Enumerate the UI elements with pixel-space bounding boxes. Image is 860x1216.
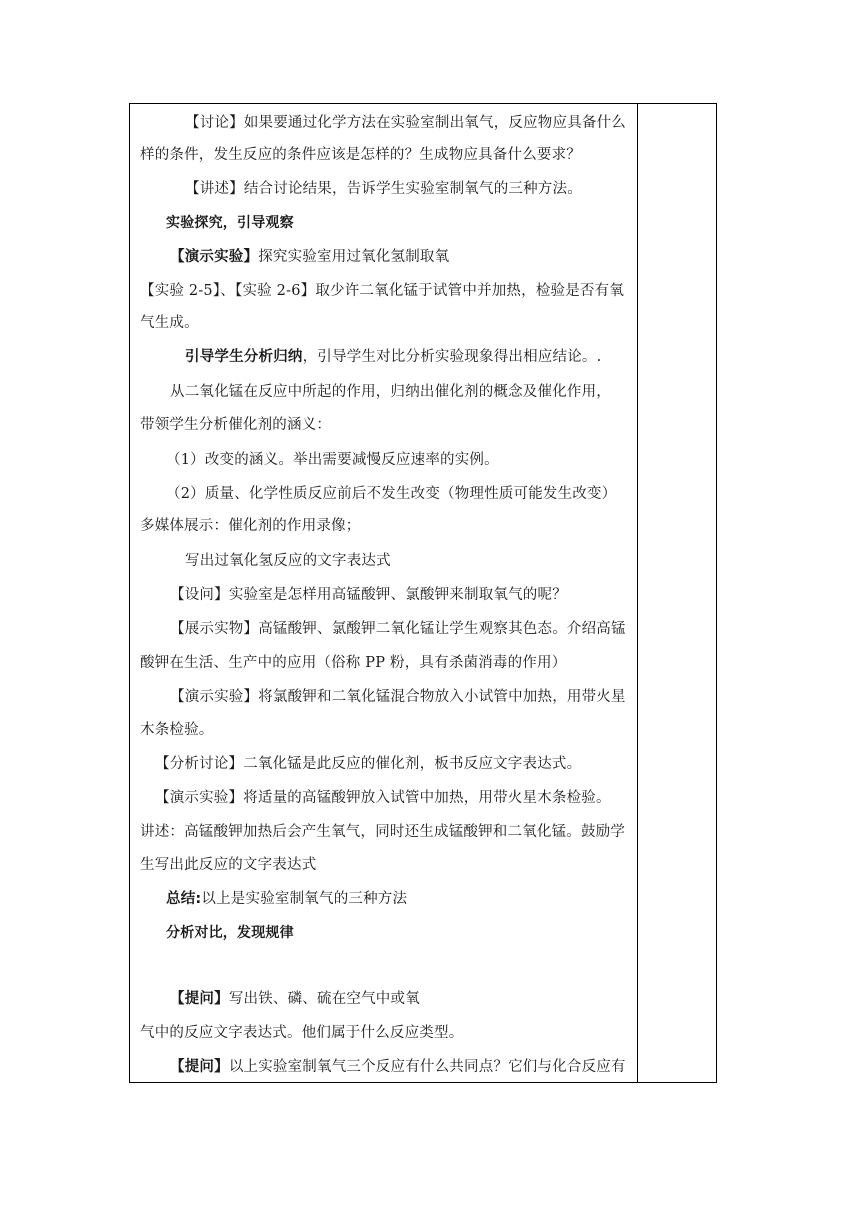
text-line: 【提问】写出铁、磷、硫在空气中或氧: [170, 991, 420, 1007]
text-line: 带领学生分析催化剂的涵义：: [140, 417, 332, 433]
text-line: 【演示实验】探究实验室用过氧化氢制取氧: [170, 249, 450, 265]
section-heading: 实验探究，引导观察: [166, 215, 294, 231]
text-line: （1）改变的涵义。举出需要减慢反应速率的实例。: [166, 452, 499, 468]
text-line: 酸钾在生活、生产中的应用（俗称 PP 粉，具有杀菌消毒的作用）: [140, 655, 567, 671]
text-line: 【分析讨论】二氧化锰是此反应的催化剂，板书反应文字表达式。: [155, 756, 582, 772]
text-line: 气中的反应文字表达式。他们属于什么反应类型。: [140, 1025, 464, 1041]
text-line: 写出过氧化氢反应的文字表达式: [185, 553, 391, 569]
text-line: 【设问】实验室是怎样用高锰酸钾、氯酸钾来制取氧气的呢？: [170, 587, 567, 603]
text-line: 【讲述】结合讨论结果，告诉学生实验室制氧气的三种方法。: [185, 181, 582, 197]
text-line: 讲述：高锰酸钾加热后会产生氧气，同时还生成锰酸钾和二氧化锰。鼓励学: [140, 824, 626, 840]
table-column-divider: [637, 103, 638, 1083]
text-line: 引导学生分析归纳，引导学生对比分析实验现象得出相应结论。.: [185, 349, 602, 365]
text-line: 【演示实验】将氯酸钾和二氧化锰混合物放入小试管中加热，用带火星: [170, 689, 626, 705]
section-heading: 分析对比，发现规律: [166, 925, 294, 941]
text-line: （2）质量、化学性质反应前后不发生改变（物理性质可能发生改变）: [166, 486, 617, 502]
text-line: 【演示实验】将适量的高锰酸钾放入试管中加热，用带火星木条检验。: [155, 790, 611, 806]
text-line: 【讨论】如果要通过化学方法在实验室制出氧气，反应物应具备什么: [185, 115, 627, 131]
text-line: 【实验 2-5】、【实验 2-6】取少许二氧化锰于试管中并加热，检验是否有氧: [140, 283, 625, 299]
text-line: 从二氧化锰在反应中所起的作用，归纳出催化剂的概念及催化作用，: [170, 384, 611, 400]
text-line: 总结:以上是实验室制氧气的三种方法: [166, 891, 408, 907]
text-line: 样的条件，发生反应的条件应该是怎样的？生成物应具备什么要求？: [140, 147, 581, 163]
text-line: 气生成。: [140, 315, 199, 331]
text-line: 【展示实物】高锰酸钾、氯酸钾二氧化锰让学生观察其色态。介绍高锰: [170, 621, 626, 637]
text-line: 木条检验。: [140, 722, 214, 738]
text-line: 多媒体展示：催化剂的作用录像；: [140, 518, 361, 534]
text-line: 【提问】以上实验室制氧气三个反应有什么共同点？它们与化合反应有: [170, 1059, 626, 1075]
text-line: 生写出此反应的文字表达式: [140, 857, 317, 873]
